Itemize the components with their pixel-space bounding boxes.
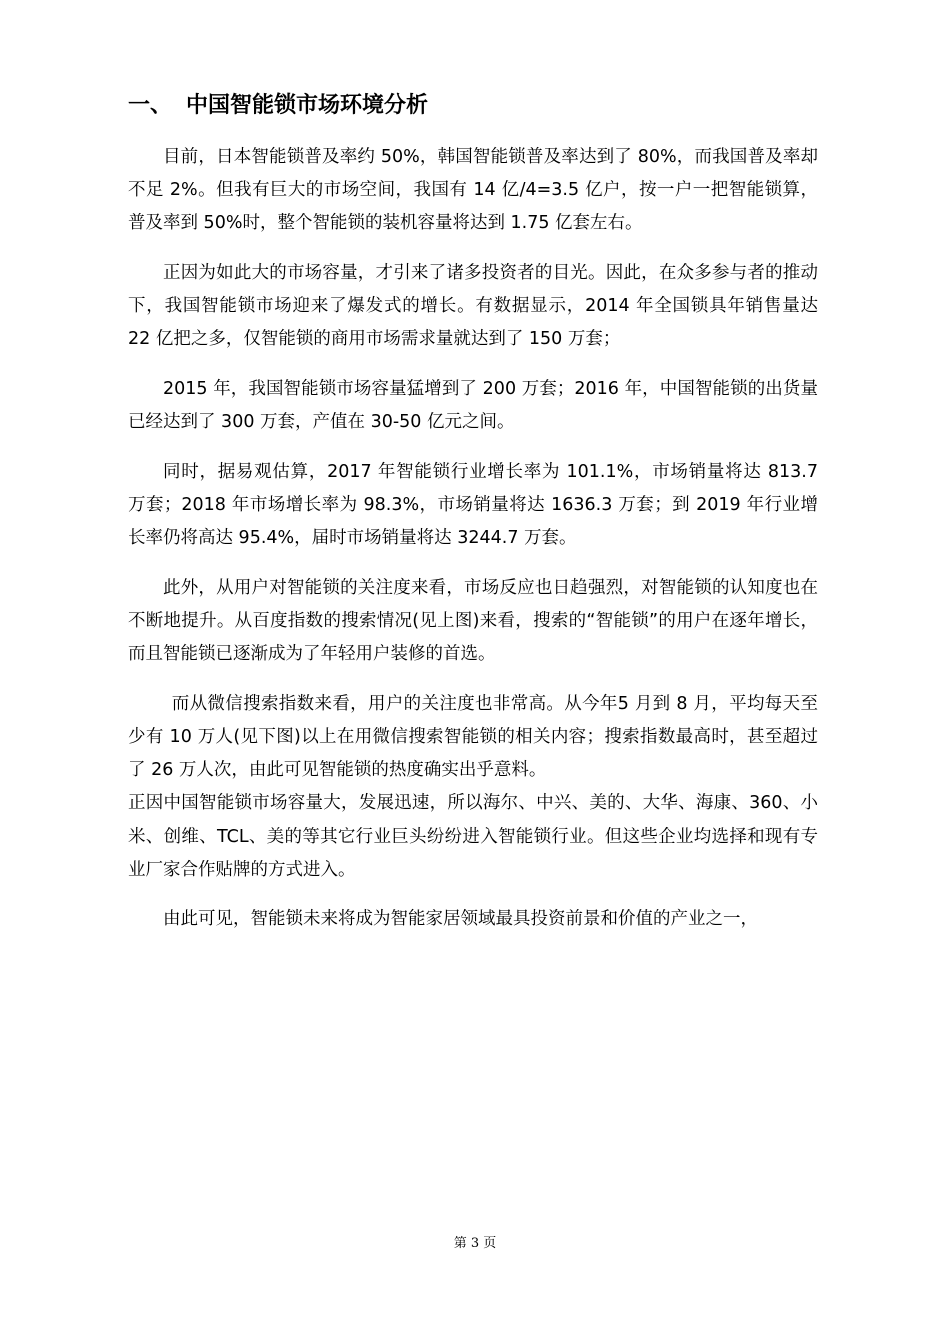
- paragraph-conclusion: 由此可见，智能锁未来将成为智能家居领域最具投资前景和价值的产业之一，: [163, 909, 758, 930]
- page-footer: 第 3 页: [453, 1236, 497, 1251]
- paragraph-penetration-rate: 目前，日本智能锁普及率约 50%，韩国智能锁普及率达到了 80%，而我国普及率却不足 2%。但我有巨大的市场空间，我国有 14 亿/4=3.5 亿户，按一户一把智能锁算，普及率到 50%时，整个智能锁的装机容量将达到 1.75 亿套左右。: [128, 147, 818, 234]
- paragraph-2015-2016: 2015 年，我国智能锁市场容量猛增到了 200 万套；2016 年，中国智能锁的出货量已经达到了 300 万套，产值在 30-50 亿元之间。: [128, 379, 818, 433]
- paragraph-growth-forecast: 同时，据易观估算，2017 年智能锁行业增长率为 101.1%，市场销量将达 813.7 万套；2018 年市场增长率为 98.3%，市场销量将达 1636.3 万套；到 2019 年行业增长率仍将高达 95.4%，届时市场销量将达 3244.7 万套。: [128, 461, 818, 549]
- paragraph-market-capacity: 正因为如此大的市场容量，才引来了诸多投资者的目光。因此，在众多参与者的推动下，我国智能锁市场迎来了爆发式的增长。有数据显示，2014 年全国锁具年销售量达 22 亿把之多，仅智能锁的商用市场需求量就达到了 150 万套；: [128, 263, 818, 350]
- paragraph-baidu-index: 此外，从用户对智能锁的关注度来看，市场反应也日趋强烈，对智能锁的认知度也在不断地提升。从百度指数的搜索情况(见上图)来看，搜索的“智能锁”的用户在逐年增长，而且智能锁已逐渐成为了年轻用户装修的首选。: [128, 577, 818, 665]
- section-heading: [128, 88, 428, 124]
- section-title: 中国智能锁市场环境分析: [186, 93, 429, 118]
- section-number: 一、: [128, 93, 173, 118]
- paragraph-industry-giants: 正因中国智能锁市场容量大，发展迅速，所以海尔、中兴、美的、大华、海康、360、小米、创维、TCL、美的等其它行业巨头纷纷进入智能锁行业。但这些企业均选择和现有专业厂家合作贴牌的方式进入。: [128, 793, 818, 880]
- body-text: [128, 141, 818, 953]
- paragraph-wechat-index: 而从微信搜索指数来看，用户的关注度也非常高。从今年5 月到 8 月，平均每天至少有 10 万人(见下图)以上在用微信搜索智能锁的相关内容；搜索指数最高时，甚至超过了 26 万人次，由此可见智能锁的热度确实出乎意料。: [128, 693, 818, 781]
